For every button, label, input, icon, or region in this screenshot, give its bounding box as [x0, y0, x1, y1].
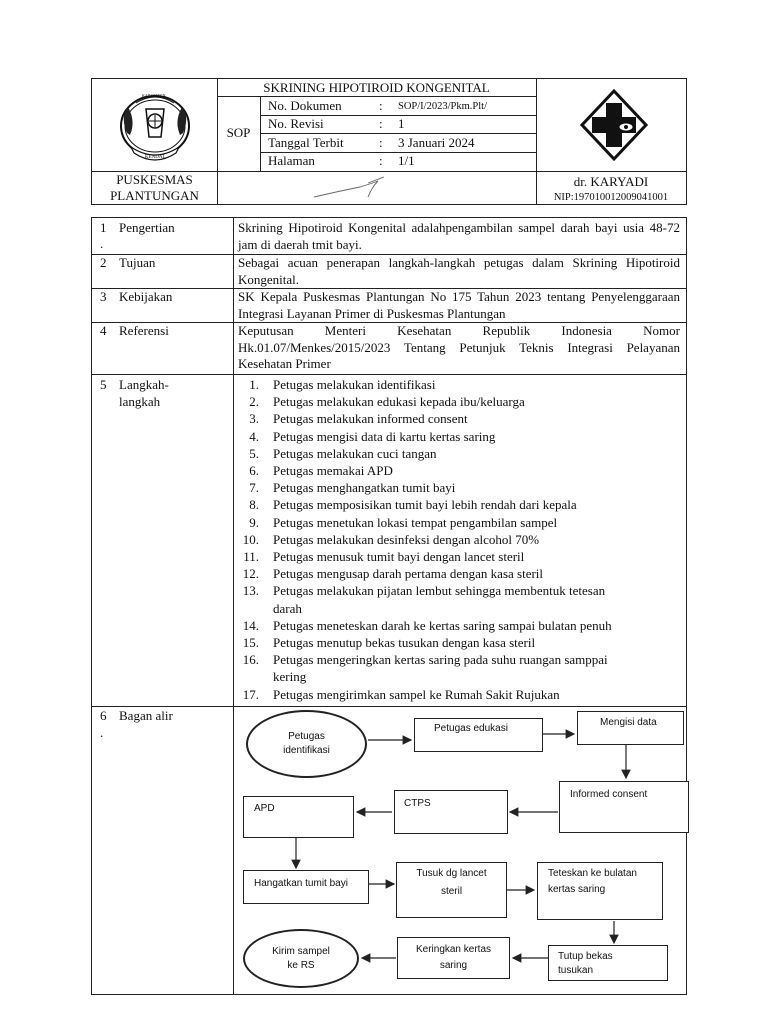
- section-6-number-dot: .: [100, 725, 104, 740]
- doc-number-sep: :: [379, 98, 383, 113]
- doc-number-value: SOP/I/2023/Pkm.Plt/: [398, 101, 487, 112]
- step-text: Petugas mengisi data di kartu kertas saring: [273, 428, 496, 444]
- document-title: SKRINING HIPOTIROID KONGENITAL: [263, 80, 490, 95]
- step-text: Petugas menghangatkan tumit bayi: [273, 480, 456, 496]
- step-number: 11.: [243, 549, 259, 564]
- flow-start-line2: identifikasi: [283, 745, 330, 756]
- step-text: Petugas melakukan desinfeksi dengan alcohol 70%: [273, 531, 540, 547]
- step-text-continued: kering: [273, 669, 307, 685]
- flow-teteskan-line2: kertas saring: [548, 884, 606, 895]
- step-text-continued: darah: [273, 600, 302, 616]
- step-text: Petugas mengusap darah pertama dengan kasa steril: [273, 566, 544, 582]
- section-4-text: Keputusan Menteri Kesehatan Republik Indonesia Nomor Hk.01.07/Menkes/2015/2023 Tentang Petunjuk Teknis Integrasi Pelayanan Kesehatan Primer: [238, 323, 680, 371]
- step-text: Petugas mengeringkan kertas saring pada suhu ruangan samppai: [273, 652, 608, 668]
- org-name-line1: PUSKESMAS: [116, 172, 193, 187]
- page-value: 1/1: [398, 153, 415, 168]
- section-5-number: 5: [100, 377, 107, 392]
- flow-teteskan-line1: Teteskan ke bulatan: [548, 868, 637, 879]
- flow-box-hangatkan: [243, 870, 369, 904]
- section-2-label: Tujuan: [119, 255, 156, 270]
- flow-keringkan-line2: saring: [439, 960, 468, 971]
- step-number: 2.: [249, 394, 259, 410]
- section-1-text: Skrining Hipotiroid Kongenital adalahpengambilan sampel darah bayi usia 48-72 jam di daerah tmit bayi.: [238, 220, 680, 252]
- section-5-label-line2: langkah: [119, 394, 161, 409]
- step-text: Petugas melakukan pijatan lembut sehingga membentuk tetesan: [273, 583, 606, 599]
- flow-box-edukasi: [414, 718, 543, 752]
- flow-box-keringkan: [397, 937, 510, 979]
- page-label: Halaman: [268, 153, 315, 168]
- step-text: Petugas melakukan edukasi kepada ibu/keluarga: [273, 394, 525, 410]
- step-text: Petugas menutup bekas tusukan dengan kasa steril: [273, 635, 536, 650]
- step-text: Petugas melakukan cuci tangan: [273, 445, 437, 461]
- flow-ctps-text: CTPS: [404, 798, 431, 809]
- flow-tusuk-line2: steril: [440, 886, 463, 897]
- issue-date-sep: :: [379, 135, 383, 150]
- flow-box-informed-consent: [559, 781, 689, 833]
- revision-label: No. Revisi: [268, 116, 324, 131]
- flow-apd-text: APD: [254, 803, 275, 814]
- flow-box-teteskan: [537, 862, 663, 920]
- step-number: 15.: [242, 635, 259, 650]
- section-2-number: 2: [100, 255, 107, 270]
- issue-date-label: Tanggal Terbit: [268, 135, 344, 150]
- step-text: Petugas menusuk tumit bayi dengan lancet steril: [273, 549, 525, 564]
- step-text: Petugas melakukan informed consent: [273, 411, 468, 427]
- section-2-text: Sebagai acuan penerapan langkah-langkah petugas dalam Skrining Hipotiroid Kongenital.: [238, 255, 680, 287]
- section-5-label-line1: Langkah-: [119, 377, 169, 392]
- step-text: Petugas mengirimkan sampel ke Rumah Sakit Rujukan: [273, 686, 560, 702]
- flow-keringkan-line1: Keringkan kertas: [415, 944, 492, 955]
- flow-box-apd: [243, 796, 354, 838]
- section-4-number: 4: [100, 323, 107, 338]
- step-text: Petugas memposisikan tumit bayi lebih rendah dari kepala: [273, 497, 577, 513]
- step-number: 10.: [242, 531, 259, 547]
- flow-end-line2: ke RS: [287, 959, 315, 971]
- step-number: 14.: [242, 617, 259, 633]
- issue-date-value: 3 Januari 2024: [398, 135, 475, 150]
- step-number: 13.: [242, 583, 259, 599]
- flow-tusuk-line1: Tusuk dg lancet: [416, 868, 487, 879]
- step-number: 5.: [249, 445, 259, 461]
- section-1-number-dot: .: [100, 236, 104, 251]
- step-number: 16.: [242, 652, 259, 668]
- logo-text-bottom: KENDAL: [145, 155, 166, 160]
- revision-sep: :: [379, 116, 383, 131]
- flow-tutup-line2: tusukan: [558, 965, 594, 976]
- section-6-label: Bagan alir: [119, 708, 173, 723]
- step-text: Petugas menetukan lokasi tempat pengambilan sampel: [273, 514, 558, 530]
- section-3-text: SK Kepala Puskesmas Plantungan No 175 Tahun 2023 tentang Penyelenggaraan Integrasi Layanan Primer di Puskesmas Plantungan: [238, 289, 680, 321]
- sop-label: SOP: [226, 125, 251, 140]
- flow-box-ctps: [394, 790, 508, 834]
- section-3-number: 3: [100, 289, 107, 304]
- flow-mengisi-text: Mengisi data: [600, 717, 657, 728]
- step-text: Petugas melakukan identifikasi: [273, 377, 436, 392]
- section-6-number: 6: [100, 708, 107, 723]
- step-number: 12.: [242, 566, 259, 582]
- step-number: 9.: [249, 514, 259, 530]
- flow-box-tusuk: [396, 862, 507, 918]
- flow-tutup-line1: Tutup bekas: [558, 951, 613, 962]
- flow-start-identifikasi: [246, 710, 367, 778]
- section-1-number: 1: [100, 220, 107, 235]
- revision-value: 1: [398, 116, 405, 131]
- doc-number-label: No. Dokumen: [268, 98, 342, 113]
- step-number: 17.: [242, 686, 259, 702]
- official-name: dr. KARYADI: [573, 174, 649, 189]
- flow-start-line1: Petugas: [288, 731, 325, 742]
- page-sep: :: [379, 153, 383, 168]
- flow-edukasi-text: Petugas edukasi: [434, 723, 508, 734]
- step-number: 3.: [249, 411, 259, 427]
- step-text: Petugas memakai APD: [273, 463, 393, 478]
- flow-end-line1: Kirim sampel: [272, 945, 330, 957]
- section-3-label: Kebijakan: [119, 289, 173, 304]
- step-number: 6.: [249, 463, 259, 478]
- flow-informed-text: Informed consent: [570, 789, 648, 800]
- step-text: Petugas meneteskan darah ke kertas saring sampai bulatan penuh: [273, 617, 612, 633]
- logo-text-top: KABUPATEN: [142, 93, 166, 98]
- step-number: 7.: [249, 480, 259, 496]
- section-1-label: Pengertian: [119, 220, 175, 235]
- org-name-line2: PLANTUNGAN: [110, 188, 199, 203]
- flow-hangatkan-text: Hangatkan tumit bayi: [254, 878, 348, 889]
- step-number: 1.: [249, 377, 259, 392]
- flow-box-tutup: [548, 945, 668, 981]
- section-4-label: Referensi: [119, 323, 169, 338]
- step-number: 4.: [249, 428, 259, 444]
- flow-end-kirim-sampel: [243, 929, 359, 988]
- official-nip: NIP:197010012009041001: [553, 192, 669, 203]
- flow-box-mengisi-data: [577, 711, 684, 745]
- step-number: 8.: [249, 497, 259, 513]
